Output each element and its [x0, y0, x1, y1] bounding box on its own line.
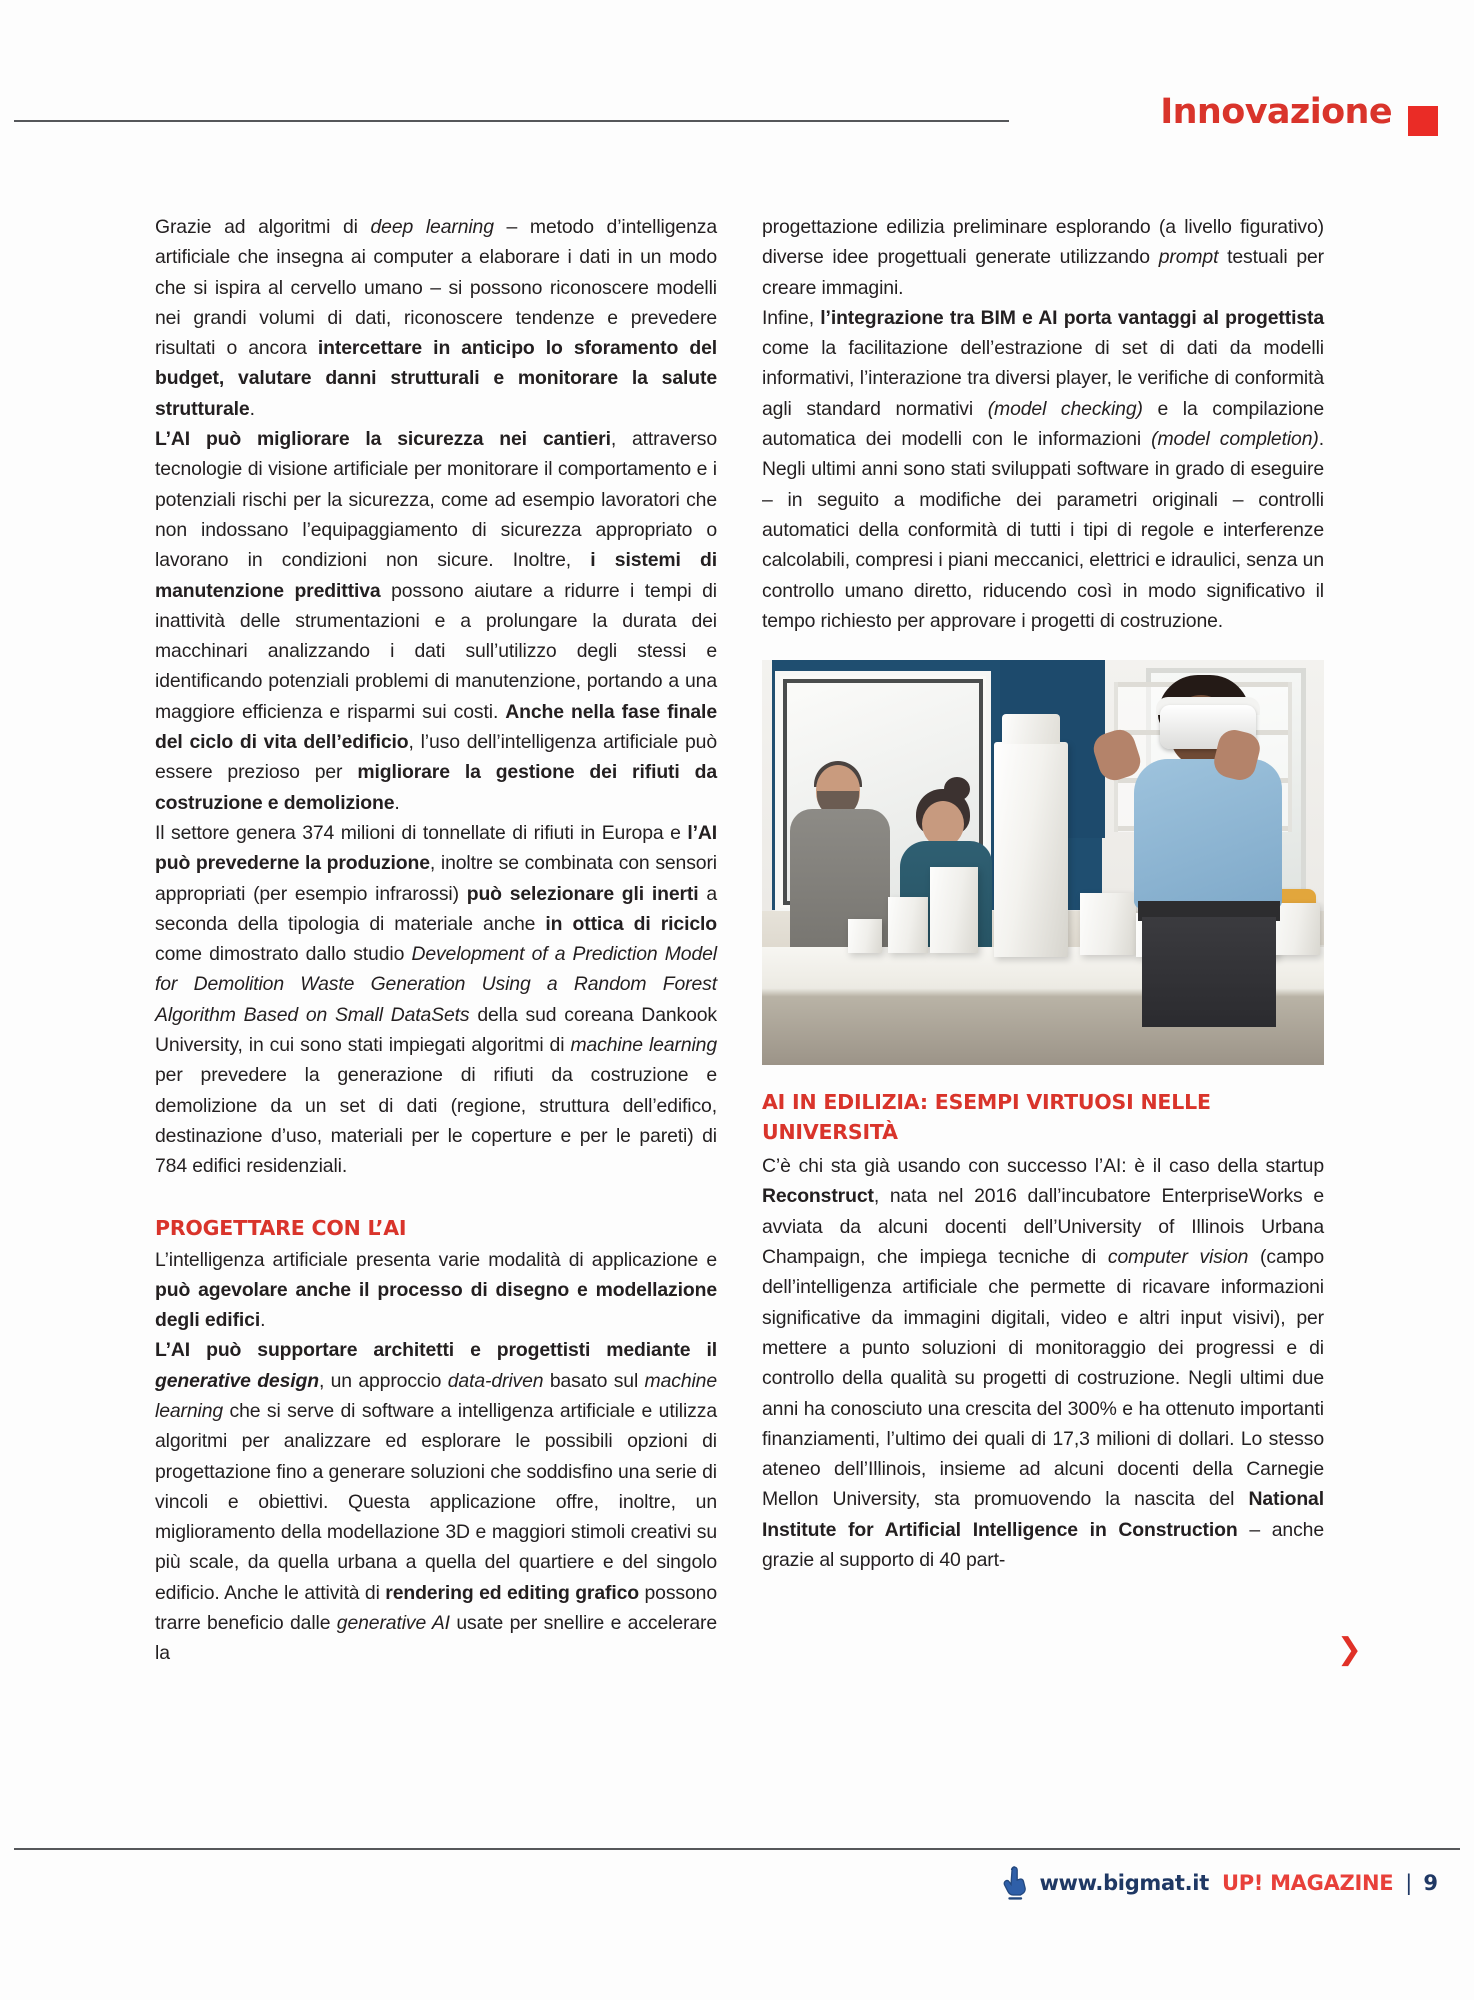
header-divider	[14, 120, 1009, 122]
photo-model-block-f	[848, 919, 882, 953]
paragraph-bim-ai: Infine, l’integrazione tra BIM e AI porta vantaggi al progettista come la facilitazione dell’estrazione di set di dati da modelli informativi, l’interazione tra diversi player, le verifiche di conformità agli standard normativi (model checking) e la compilazione automatica dei modelli con le informazioni (model completion). Negli ultimi anni sono stati sviluppati software in grado di eseguire – in seguito a modifiche dei parametri originali – controlli automatici della conformità di tutti i tipi di regole e interferenze calcolabili, compresi i piani meccanici, elettrici e idraulici, senza un controllo umano diretto, riducendo così in modo significativo il tempo richiesto per approvare i progetti di costruzione.	[762, 306, 1325, 632]
footer-divider	[14, 1848, 1460, 1850]
page-header	[0, 92, 1474, 160]
paragraph-deep-learning: Grazie ad algoritmi di deep learning – metodo d’intelligenza artificiale che insegna ai computer a elaborare i dati in un modo che si ispira al cervello umano – si possono riconoscere modelli nei grandi volumi di dati, riconoscere tendenze e prevedere risultati o ancora intercettare in anticipo lo sforamento del budget, valutare danni strutturali e monitorare la salute strutturale.	[155, 216, 717, 420]
photo-scene	[762, 660, 1324, 1065]
section-title: Innovazione	[1160, 92, 1392, 132]
photo-model-block-a	[930, 867, 978, 953]
subhead-spacer	[155, 1182, 717, 1215]
subhead-ai-in-edilizia-line1: AI IN EDILIZIA: ESEMPI VIRTUOSI NELLE	[762, 1090, 1211, 1115]
vr-architecture-model-photo	[762, 660, 1324, 1065]
paragraph-modalita-applicazione: L’intelligenza artificiale presenta varie modalità di applicazione e può agevolare anche il processo di disegno e modellazione degli edifici.	[155, 1248, 717, 1332]
subhead-ai-in-edilizia-line2: UNIVERSITÀ	[762, 1120, 898, 1145]
paragraph-reconstruct: C’è chi sta già usando con successo l’AI: è il caso della startup Reconstruct, nata nel 2016 dall’incubatore EnterpriseWorks e avviata da alcuni docenti dell’University of Illinois Urbana Champaign, che impiega tecniche di computer vision (campo dell’intelligenza artificiale che permette di ricavare informazioni significative da immagini digitali, video e altri input visivi), per mettere a punto soluzioni di monitoraggio dei progressi e di controllo della qualità su progetti di costruzione. Negli ultimi due anni ha conosciuto una crescita del 300% e ha ottenuto importanti finanziamenti, l’ultimo dei quali di 17,3 milioni di dollari. Lo stesso ateneo dell’Illinois, insieme ad alcuni docenti della Carnegie Mellon University, sta promuovendo la nascita del National Institute for Artificial Intelligence in Construction – anche grazie al supporto di 40 part-	[762, 1155, 1324, 1572]
footer-separator: |	[1405, 1871, 1413, 1895]
left-column	[155, 212, 717, 1669]
paragraph-generative-design: L’AI può supportare architetti e progettisti mediante il generative design, un approccio data-driven basato sul machine learning che si serve di software a intelligenza artificiale e utilizza algoritmi per analizzare ed esplorare le possibili opzioni di progettazione fino a generare soluzioni che soddisfino una serie di vincoli e obiettivi. Questa applicazione offre, inoltre, un miglioramento della modellazione 3D e maggiori stimoli creativi su più scale, da quella urbana a quella del quartiere e del singolo edificio. Anche le attività di rendering ed editing grafico possono trarre beneficio dalle generative AI usate per snellire e accelerare la	[155, 1339, 717, 1665]
pointing-hand-icon	[1000, 1866, 1030, 1900]
article-columns	[155, 212, 1362, 1669]
footer-url[interactable]: www.bigmat.it	[1039, 1871, 1209, 1895]
paragraph-374-milioni: Il settore genera 374 milioni di tonnellate di rifiuti in Europa e l’AI può prevederne la produzione, inoltre se combinata con sensori appropriati (per esempio infrarossi) può selezionare gli inerti a seconda della tipologia di materiale anche in ottica di riciclo come dimostrato dallo studio Development of a Prediction Model for Demolition Waste Generation Using a Random Forest Algorithm Based on Small DataSets della sud coreana Dankook University, in cui sono stati impiegati algoritmi di machine learning per prevedere la generazione di rifiuti da costruzione e demolizione da un set di dati (regione, struttura dell’edifico, destinazione d’uso, materiali per le coperture e per le pareti) di 784 edifici residenziali.	[155, 821, 718, 1178]
paragraph-progettazione-edilizia: progettazione edilizia preliminare esplorando (a livello figurativo) diverse idee progettuali generate utilizzando prompt testuali per creare immagini.	[762, 216, 1324, 299]
page-footer	[1000, 1866, 1438, 1900]
photo-model-block-b	[888, 897, 928, 953]
footer-page-number: 9	[1423, 1871, 1438, 1895]
right-column	[762, 212, 1362, 1669]
continuation-arrow-icon[interactable]: ❯	[1336, 1631, 1362, 1667]
section-marker-square	[1408, 106, 1438, 136]
paragraph-sicurezza-cantieri: L’AI può migliorare la sicurezza nei cantieri, attraverso tecnologie di visione artificiale per monitorare il comportamento e i potenziali rischi per la sicurezza, come ad esempio lavoratori che non indossano l’equipaggiamento di sicurezza appropriato o lavorano in condizioni non sicure. Inoltre, i sistemi di manutenzione predittiva possono aiutare a ridurre i tempi di inattività delle strumentazioni e a prolungare la durata dei macchinari analizzando i dati sull’utilizzo degli stessi e identificando potenziali problemi di manutenzione, portando a una maggiore efficienza e risparmi sui costi. Anche nella fase finale del ciclo di vita dell’edificio, l’uso dell’intelligenza artificiale può essere prezioso per migliorare la gestione dei rifiuti da costruzione e demolizione.	[155, 428, 718, 814]
footer-magazine-name: UP! MAGAZINE	[1221, 1871, 1394, 1895]
photo-model-tower	[994, 742, 1068, 957]
subhead-progettare-con-ai: PROGETTARE CON L’AI	[155, 1215, 407, 1240]
photo-person-vr-woman	[1112, 669, 1320, 1027]
